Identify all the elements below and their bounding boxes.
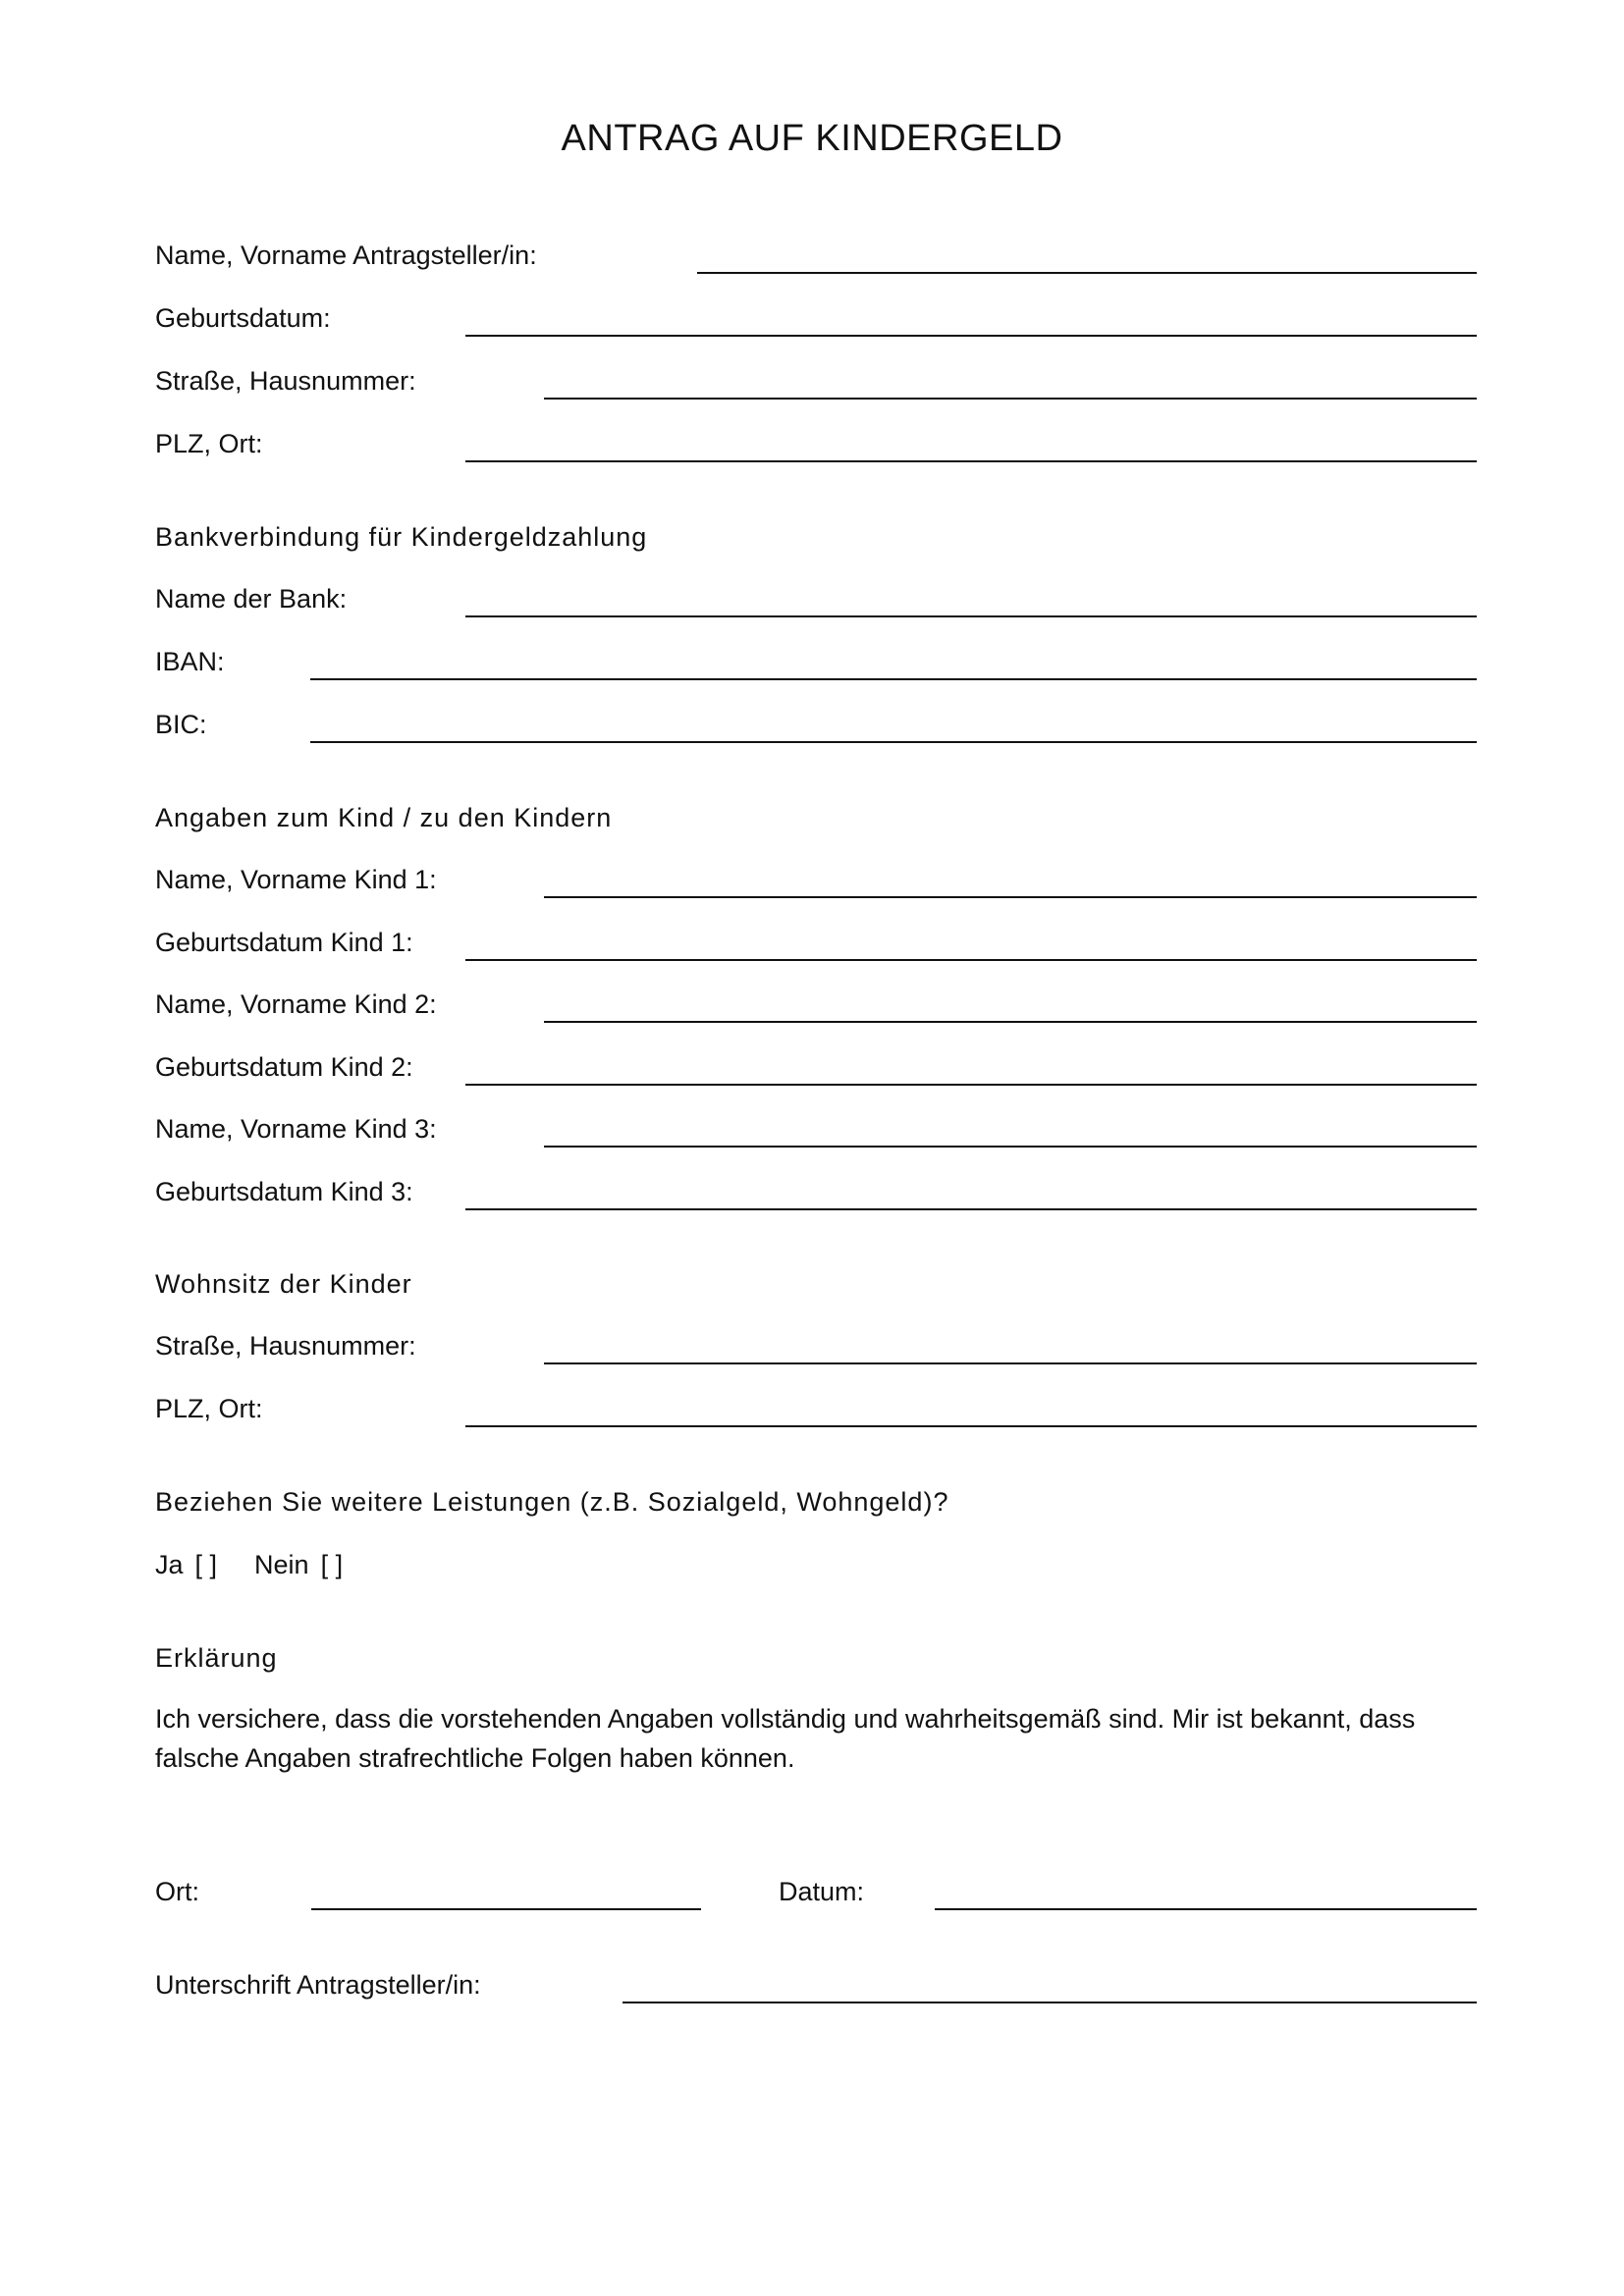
applicant-street-field[interactable] — [544, 398, 1477, 400]
child-3-birthdate-row — [155, 1175, 1477, 1222]
child-3-name-field[interactable] — [544, 1146, 1477, 1148]
residence-city-label: PLZ, Ort: — [155, 1394, 263, 1423]
applicant-birthdate-label: Geburtsdatum: — [155, 303, 331, 333]
applicant-name-row — [155, 239, 1477, 286]
applicant-name-field[interactable] — [697, 272, 1477, 274]
child-2-birthdate-label: Geburtsdatum Kind 2: — [155, 1052, 413, 1082]
benefits-no-checkbox[interactable]: [ ] — [320, 1550, 344, 1579]
benefits-options — [155, 1548, 343, 1581]
signature-label: Unterschrift Antragsteller/in: — [155, 1970, 481, 2000]
applicant-city-row — [155, 427, 1477, 474]
child-3-birthdate-field[interactable] — [465, 1208, 1477, 1210]
signature-field[interactable] — [623, 2002, 1477, 2003]
declaration-heading: Erklärung — [155, 1643, 278, 1673]
applicant-city-label: PLZ, Ort: — [155, 429, 263, 458]
child-1-birthdate-row — [155, 926, 1477, 973]
residence-street-field[interactable] — [544, 1362, 1477, 1364]
child-3-name-row — [155, 1112, 1477, 1159]
bank-name-label: Name der Bank: — [155, 584, 348, 614]
residence-city-row — [155, 1392, 1477, 1439]
children-heading: Angaben zum Kind / zu den Kindern — [155, 803, 613, 832]
date-label: Datum: — [779, 1877, 865, 1906]
applicant-street-row — [155, 364, 1477, 411]
child-2-name-label: Name, Vorname Kind 2: — [155, 989, 437, 1019]
child-2-name-field[interactable] — [544, 1021, 1477, 1023]
residence-street-row — [155, 1329, 1477, 1376]
place-label: Ort: — [155, 1877, 199, 1906]
iban-field[interactable] — [310, 678, 1477, 680]
bic-field[interactable] — [310, 741, 1477, 743]
bic-label: BIC: — [155, 710, 207, 739]
benefits-no-label: Nein — [254, 1550, 309, 1579]
residence-city-field[interactable] — [465, 1425, 1477, 1427]
page-title: ANTRAG AUF KINDERGELD — [561, 118, 1063, 159]
bank-name-field[interactable] — [465, 615, 1477, 617]
bic-row — [155, 708, 1477, 755]
residence-heading: Wohnsitz der Kinder — [155, 1269, 412, 1299]
place-field[interactable] — [311, 1908, 701, 1910]
applicant-city-field[interactable] — [465, 460, 1477, 462]
child-3-birthdate-label: Geburtsdatum Kind 3: — [155, 1177, 413, 1206]
child-1-name-row — [155, 863, 1477, 910]
child-2-birthdate-field[interactable] — [465, 1084, 1477, 1086]
declaration-text: Ich versichere, dass die vorstehenden Angaben vollständig und wahrheitsgemäß sind. Mir ist bekannt, dass falsche Angaben strafrechtliche Folgen haben können. — [155, 1704, 1416, 1773]
iban-label: IBAN: — [155, 647, 225, 676]
benefits-yes-checkbox[interactable]: [ ] — [194, 1550, 218, 1579]
residence-street-label: Straße, Hausnummer: — [155, 1331, 416, 1361]
applicant-birthdate-row — [155, 301, 1477, 348]
child-3-name-label: Name, Vorname Kind 3: — [155, 1114, 437, 1144]
child-1-birthdate-field[interactable] — [465, 959, 1477, 961]
applicant-street-label: Straße, Hausnummer: — [155, 366, 416, 396]
child-1-birthdate-label: Geburtsdatum Kind 1: — [155, 928, 413, 957]
child-1-name-label: Name, Vorname Kind 1: — [155, 865, 437, 894]
benefits-question: Beziehen Sie weitere Leistungen (z.B. Sozialgeld, Wohngeld)? — [155, 1487, 949, 1517]
applicant-birthdate-field[interactable] — [465, 335, 1477, 337]
child-1-name-field[interactable] — [544, 896, 1477, 898]
child-2-name-row — [155, 988, 1477, 1035]
date-field[interactable] — [935, 1908, 1477, 1910]
iban-row — [155, 645, 1477, 692]
child-2-birthdate-row — [155, 1050, 1477, 1097]
applicant-name-label: Name, Vorname Antragsteller/in: — [155, 240, 537, 270]
bank-name-row — [155, 582, 1477, 629]
benefits-yes-label: Ja — [155, 1550, 184, 1579]
bank-heading: Bankverbindung für Kindergeldzahlung — [155, 522, 648, 552]
